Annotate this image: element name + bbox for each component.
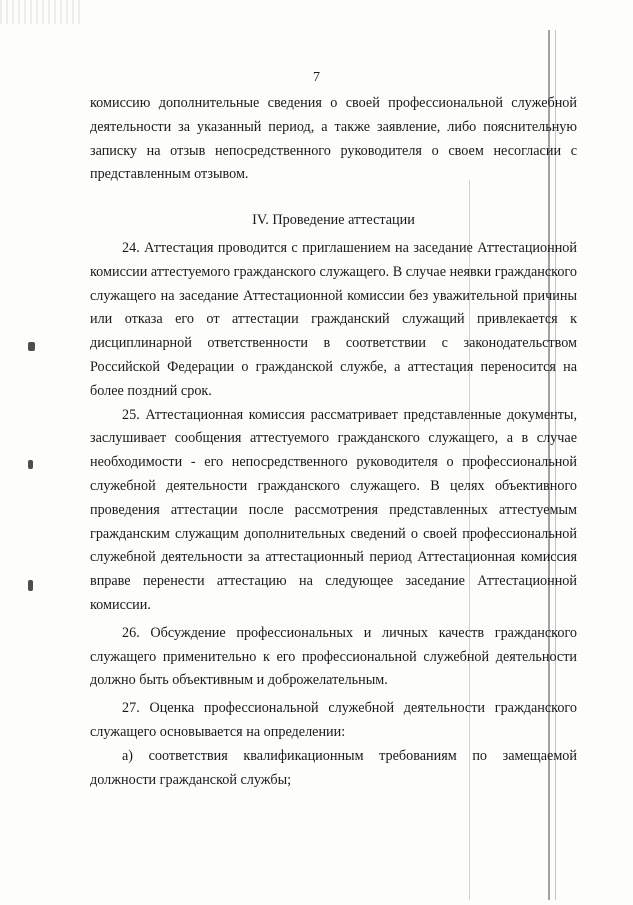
- binding-hole-mark: [28, 342, 35, 351]
- paragraph-25: 25. Аттестационная комиссия рассматривает представленные документы, заслушивает сообщения аттестуемого гражданского служащего, а в случае необходимости - его непосредственного руководителя о профессиональной служебной деятельности гражданского служащего. В целях объективного проведения аттестации после рассмотрения представленных аттестуемым гражданским служащим дополнительных сведений о своей профессиональной служебной деятельности за аттестационный период Аттестационная комиссия вправе перенести аттестацию на следующее заседание Аттестационной комиссии.: [90, 406, 577, 613]
- binding-hole-mark: [28, 460, 33, 469]
- section-heading: IV. Проведение аттестации: [252, 212, 415, 229]
- scan-noise: [0, 0, 80, 24]
- paragraph-27: 27. Оценка профессиональной служебной деятельности гражданского служащего основывается на определении:: [90, 700, 577, 740]
- paragraph-26: 26. Обсуждение профессиональных и личных качеств гражданского служащего применительно к его профессиональной служебной деятельности должно быть объективным и доброжелательным.: [90, 624, 577, 689]
- binding-hole-mark: [28, 580, 33, 591]
- paragraph-continuation: комиссию дополнительные сведения о своей профессиональной служебной деятельности за указанный период, а также заявление, либо пояснительную записку на отзыв непосредственного руководителя о своем несогласии с представленным отзывом.: [90, 95, 577, 183]
- paragraph-24: 24. Аттестация проводится с приглашением на заседание Аттестационной комиссии аттестуемого гражданского служащего. В случае неявки гражданского служащего на заседание Аттестационной комиссии без уважительной причины или отказа его от аттестации гражданский служащий привлекается к дисциплинарной ответственности в соответствии с законодательством Российской Федерации о гражданской службе, а аттестация переносится на более поздний срок.: [90, 239, 577, 399]
- document-body: [90, 92, 577, 792]
- paragraph-27a: а) соответствия квалификационным требованиям по замещаемой должности гражданской службы;: [90, 747, 577, 788]
- page-number: 7: [313, 70, 320, 85]
